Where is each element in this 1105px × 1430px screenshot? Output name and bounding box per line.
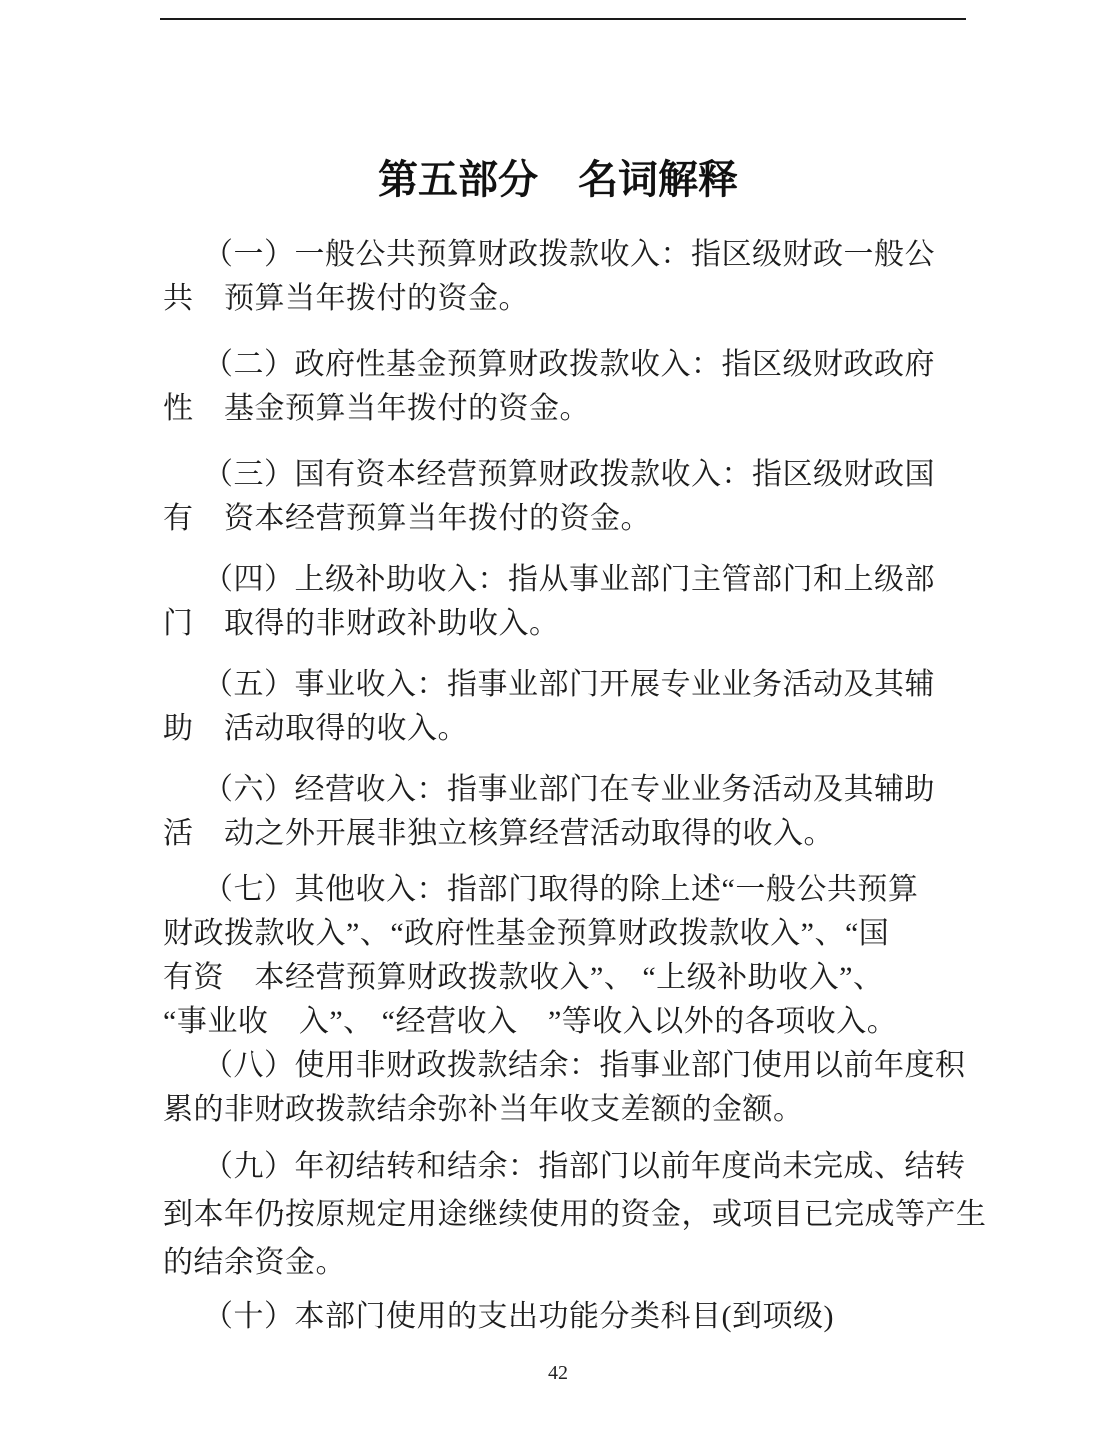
paragraph-3 [163, 453, 953, 541]
paragraph-line: （八）使用非财政拨款结余：指事业部门使用以前年度积 [203, 1049, 966, 1082]
header-rule [160, 18, 966, 20]
paragraph-line: 累的非财政拨款结余弥补当年收支差额的金额。 [163, 1093, 804, 1126]
paragraph-line: （二）政府性基金预算财政拨款收入：指区级财政政府 [203, 348, 935, 381]
paragraph-line: 性 基金预算当年拨付的资金。 [163, 392, 590, 425]
paragraph-line: （五）事业收入：指事业部门开展专业业务活动及其辅 [203, 668, 935, 701]
paragraph-line: （六）经营收入：指事业部门在专业业务活动及其辅助 [203, 773, 935, 806]
paragraph-10 [163, 1295, 953, 1339]
paragraph-line: 财政拨款收入”、“政府性基金预算财政拨款收入”、“国 [163, 917, 890, 950]
paragraph-1 [163, 233, 953, 321]
paragraph-line: （三）国有资本经营预算财政拨款收入：指区级财政国 [203, 458, 935, 491]
paragraph-9 [163, 1143, 987, 1287]
paragraph-line: 有 资本经营预算当年拨付的资金。 [163, 502, 651, 535]
page-content [163, 0, 987, 1385]
paragraph-4 [163, 558, 953, 646]
paragraph-line: 有资 本经营预算财政拨款收入”、 “上级补助收入”、 [163, 961, 884, 994]
paragraph-line: 的结余资金。 [163, 1246, 346, 1279]
paragraph-line: 门 取得的非财政补助收入。 [163, 607, 560, 640]
paragraph-line: （十）本部门使用的支出功能分类科目(到项级) [203, 1300, 834, 1333]
page-number: 42 [548, 1362, 568, 1384]
paragraph-line: 活 动之外开展非独立核算经营活动取得的收入。 [163, 817, 834, 850]
paragraph-line: （九）年初结转和结余：指部门以前年度尚未完成、结转 [203, 1150, 966, 1183]
paragraph-5 [163, 663, 953, 751]
paragraph-line: 到本年仍按原规定用途继续使用的资金，或项目已完成等产生 [163, 1198, 987, 1231]
paragraph-line: （七）其他收入：指部门取得的除上述“一般公共预算 [203, 873, 919, 906]
paragraph-line: （一）一般公共预算财政拨款收入：指区级财政一般公 [203, 238, 935, 271]
paragraph-6 [163, 768, 953, 856]
paragraph-line: “事业收 入”、 “经营收入 ”等收入以外的各项收入。 [163, 1005, 898, 1038]
page-title: 第五部分 名词解释 [378, 158, 738, 202]
paragraph-line: 共 预算当年拨付的资金。 [163, 282, 529, 315]
paragraph-7 [163, 868, 953, 1044]
paragraph-2 [163, 343, 953, 431]
paragraph-8 [163, 1044, 966, 1132]
paragraph-line: （四）上级补助收入：指从事业部门主管部门和上级部 [203, 563, 935, 596]
paragraph-line: 助 活动取得的收入。 [163, 712, 468, 745]
